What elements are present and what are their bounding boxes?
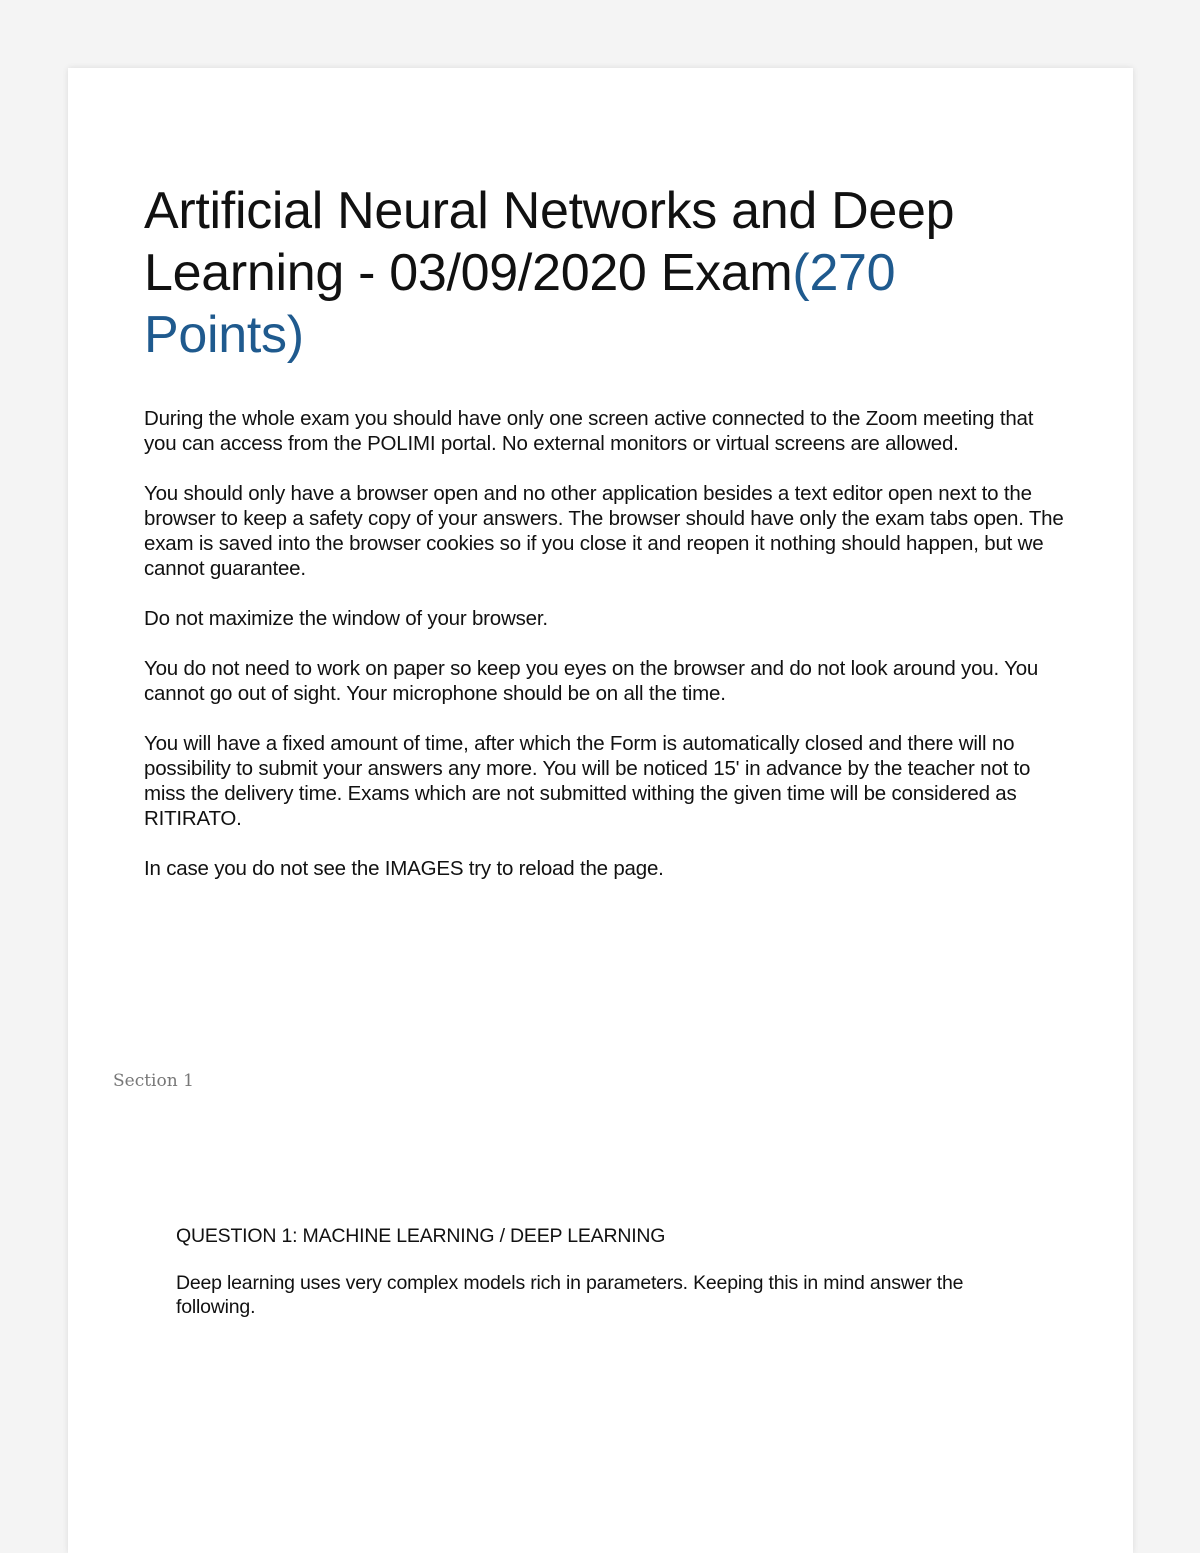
instruction-paragraph: You should only have a browser open and no other application besides a text editor open next to the browser to keep a safety copy of your answers. The browser should have only the exam tabs open. The exam is saved into the browser cookies so if you close it and reopen it nothing should happen, but we cannot guarantee. <box>144 482 1064 580</box>
instruction-paragraph: You do not need to work on paper so keep you eyes on the browser and do not look around you. You cannot go out of sight. Your microphone should be on all the time. <box>144 657 1039 705</box>
instruction-paragraph: You will have a fixed amount of time, after which the Form is automatically closed and there will no possibility to submit your answers any more. You will be noticed 15' in advance by the teacher not to miss the delivery time. Exams which are not submitted withing the given time will be considered as RITIRATO. <box>144 732 1031 830</box>
instruction-paragraph: In case you do not see the IMAGES try to reload the page. <box>144 857 664 880</box>
section-label: Section 1 <box>113 1071 194 1091</box>
document-page <box>68 68 1133 1553</box>
page-title <box>144 180 1064 366</box>
question-title: QUESTION 1: MACHINE LEARNING / DEEP LEARNING <box>176 1225 666 1247</box>
instructions <box>144 406 1069 906</box>
question-text: Deep learning uses very complex models rich in parameters. Keeping this in mind answer the following. <box>176 1272 964 1318</box>
instruction-paragraph: Do not maximize the window of your browser. <box>144 607 548 630</box>
instruction-paragraph: During the whole exam you should have only one screen active connected to the Zoom meeting that you can access from the POLIMI portal. No external monitors or virtual screens are allowed. <box>144 407 1034 455</box>
exam-points: (270 Points) <box>144 244 896 364</box>
exam-title: Artificial Neural Networks and Deep Learning - 03/09/2020 Exam <box>144 182 955 302</box>
question-block <box>176 1224 1016 1319</box>
